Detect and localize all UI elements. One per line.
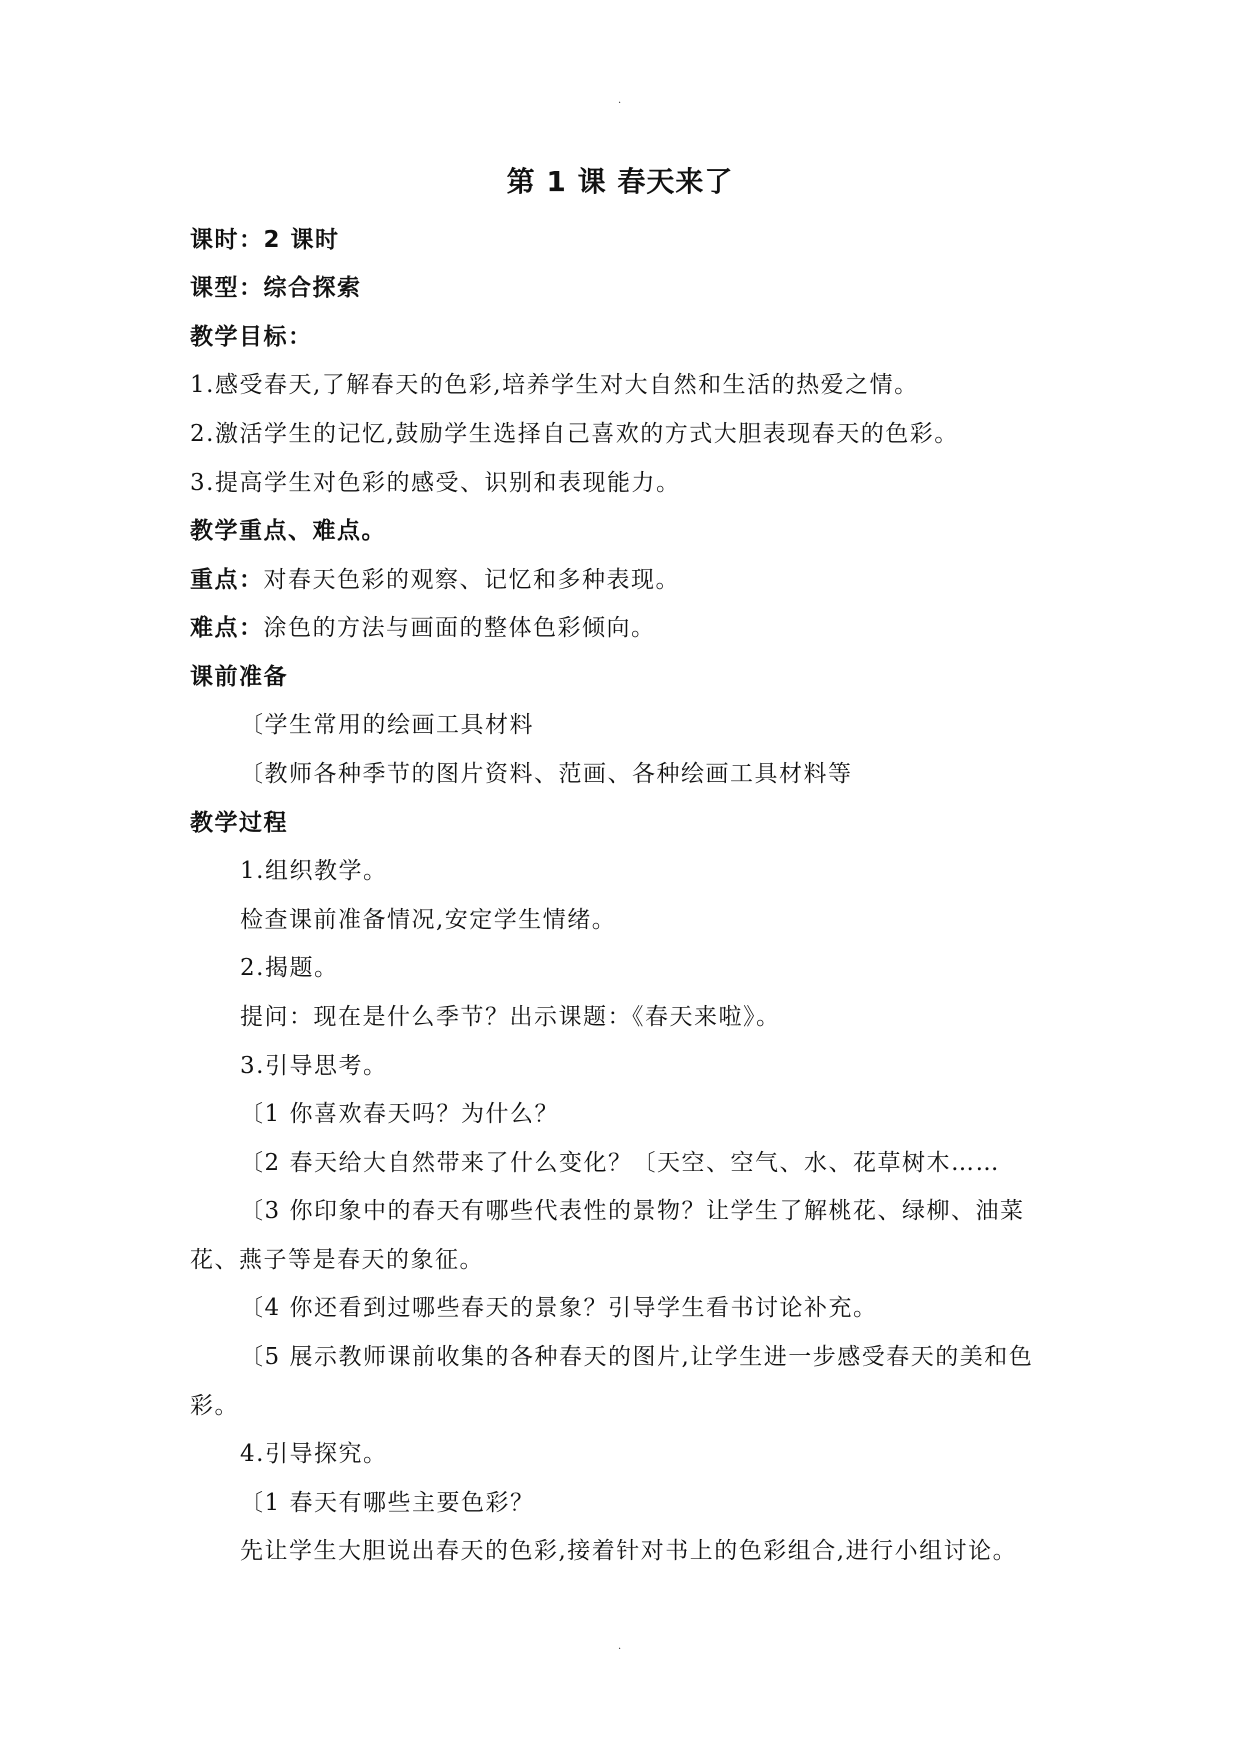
objectives-heading: 教学目标： [190,324,313,350]
process-line: 〔4 你还看到过哪些春天的景象？引导学生看书讨论补充。 [240,1295,878,1321]
page-title: 第 1 课 春天来了 [506,165,734,198]
process-line: 1.组织教学。 [240,858,388,884]
process-line: 2.揭题。 [240,955,339,981]
key-point [190,563,680,597]
class-hours: 课时：2 课时 [190,227,340,253]
objective-item: 1.感受春天,了解春天的色彩,培养学生对大自然和生活的热爱之情。 [190,372,919,398]
footer-dot: . [618,1641,622,1652]
difficult-point-label: 难点： [190,615,264,641]
process-line: 〔5 展示教师课前收集的各种春天的图片,让学生进一步感受春天的美和色 [240,1344,1034,1370]
process-line: 花、燕子等是春天的象征。 [190,1247,484,1273]
difficult-point [190,611,656,645]
preparation-item: 〔教师各种季节的图片资料、范画、各种绘画工具材料等 [240,761,853,787]
key-points-heading: 教学重点、难点。 [190,518,386,544]
process-line: 3.引导思考。 [240,1053,388,1079]
process-line: 提问：现在是什么季节？出示课题：《春天来啦》。 [240,1004,781,1030]
process-heading: 教学过程 [190,810,288,836]
header-dot: . [618,95,622,106]
preparation-item: 〔学生常用的绘画工具材料 [240,712,534,738]
objective-item: 3.提高学生对色彩的感受、识别和表现能力。 [190,470,681,496]
process-line: 彩。 [190,1393,239,1419]
difficult-point-text: 涂色的方法与画面的整体色彩倾向。 [263,615,656,641]
lesson-type: 课型：综合探索 [190,275,362,301]
objective-item: 2.激活学生的记忆,鼓励学生选择自己喜欢的方式大胆表现春天的色彩。 [190,421,959,447]
key-point-label: 重点： [190,567,264,593]
process-line: 〔1 春天有哪些主要色彩？ [240,1490,535,1516]
process-line: 〔3 你印象中的春天有哪些代表性的景物？让学生了解桃花、绿柳、油菜 [240,1198,1025,1224]
process-line: 先让学生大胆说出春天的色彩,接着针对书上的色彩组合,进行小组讨论。 [240,1538,1018,1564]
process-line: 〔2 春天给大自然带来了什么变化？〔天空、空气、水、花草树木…… [240,1150,1000,1176]
key-point-text: 对春天色彩的观察、记忆和多种表现。 [263,567,680,593]
preparation-heading: 课前准备 [190,664,288,690]
process-line: 4.引导探究。 [240,1441,388,1467]
process-line: 检查课前准备情况,安定学生情绪。 [240,907,617,933]
process-line: 〔1 你喜欢春天吗？为什么？ [240,1101,559,1127]
